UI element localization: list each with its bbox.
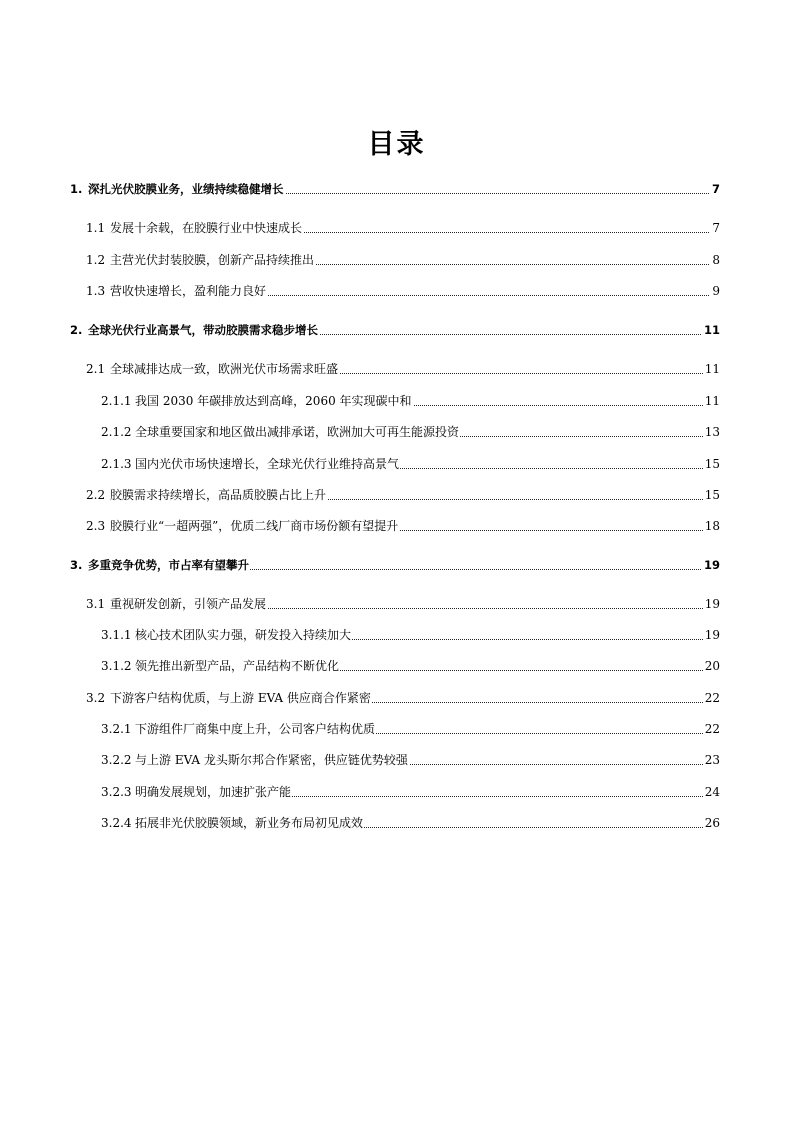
toc-entry-page: 26 bbox=[703, 813, 720, 833]
toc-entry-2[interactable] bbox=[0, 320, 793, 340]
toc-entry-number: 2.3 bbox=[86, 519, 106, 533]
toc-entry-title: 胶膜需求持续增长，高品质胶膜占比上升 bbox=[110, 485, 327, 505]
toc-entry-title: 多重竞争优势，市占率有望攀升 bbox=[88, 555, 250, 575]
toc-entry-3[interactable] bbox=[0, 555, 793, 575]
toc-entry-1-1[interactable] bbox=[0, 218, 793, 238]
toc-entry-title: 全球光伏行业高景气，带动胶膜需求稳步增长 bbox=[88, 320, 319, 340]
toc-entry-number: 2.2 bbox=[86, 488, 106, 502]
toc-entry-number: 3. bbox=[70, 558, 83, 572]
toc-entry-1-2[interactable] bbox=[0, 250, 793, 270]
toc-entry-number: 3.1.1 bbox=[101, 628, 132, 642]
toc-entry-1[interactable] bbox=[0, 179, 793, 199]
toc-entry-title: 拓展非光伏胶膜领域，新业务布局初见成效 bbox=[135, 813, 364, 833]
toc-entry-page: 7 bbox=[710, 179, 720, 199]
toc-entry-page: 18 bbox=[703, 516, 720, 536]
toc-entry-number: 1.2 bbox=[86, 253, 106, 267]
toc-entry-number: 1.1 bbox=[86, 221, 106, 235]
toc-entry-page: 23 bbox=[703, 750, 720, 770]
toc-entry-title: 明确发展规划，加速扩张产能 bbox=[135, 782, 292, 802]
toc-entry-3-2-4[interactable] bbox=[0, 813, 793, 833]
toc-entry-number: 3.2.4 bbox=[101, 816, 132, 830]
toc-entry-title: 核心技术团队实力强，研发投入持续加大 bbox=[135, 625, 352, 645]
toc-entry-title: 主营光伏封装胶膜，创新产品持续推出 bbox=[110, 250, 315, 270]
toc-entry-title: 全球减排达成一致，欧洲光伏市场需求旺盛 bbox=[110, 359, 339, 379]
toc-entry-3-1-2[interactable] bbox=[0, 656, 793, 676]
toc-entry-number: 2.1.1 bbox=[101, 394, 132, 408]
toc-entry-title: 领先推出新型产品，产品结构不断优化 bbox=[135, 656, 340, 676]
toc-entry-page: 19 bbox=[703, 625, 720, 645]
toc-entry-2-1[interactable] bbox=[0, 359, 793, 379]
toc-entry-page: 22 bbox=[703, 688, 720, 708]
toc-entry-3-1[interactable] bbox=[0, 594, 793, 614]
toc-entry-page: 19 bbox=[703, 594, 720, 614]
toc-entry-title: 国内光伏市场快速增长，全球光伏行业维持高景气 bbox=[135, 454, 400, 474]
toc-entry-number: 2.1.2 bbox=[101, 425, 132, 439]
toc-entry-number: 3.1.2 bbox=[101, 659, 132, 673]
toc-entry-1-3[interactable] bbox=[0, 281, 793, 301]
toc-entry-number: 1. bbox=[70, 182, 83, 196]
toc-entry-2-3[interactable] bbox=[0, 516, 793, 536]
toc-entry-page: 8 bbox=[710, 250, 720, 270]
toc-entry-number: 1.3 bbox=[86, 284, 106, 298]
toc-entry-page: 11 bbox=[702, 320, 720, 340]
toc-entry-2-2[interactable] bbox=[0, 485, 793, 505]
toc-entry-title: 我国 2030 年碳排放达到高峰，2060 年实现碳中和 bbox=[135, 391, 413, 411]
toc-entry-page: 15 bbox=[703, 454, 720, 474]
toc-entry-title: 深扎光伏胶膜业务，业绩持续稳健增长 bbox=[88, 179, 285, 199]
toc-entry-title: 重视研发创新，引领产品发展 bbox=[110, 594, 267, 614]
toc-entry-number: 3.2.3 bbox=[101, 785, 132, 799]
toc-entry-3-1-1[interactable] bbox=[0, 625, 793, 645]
toc-entry-page: 11 bbox=[703, 391, 720, 411]
toc-entry-number: 2.1 bbox=[86, 362, 106, 376]
page-title: 目录 bbox=[367, 129, 426, 160]
toc-entry-page: 22 bbox=[703, 719, 720, 739]
toc-entry-title: 与上游 EVA 龙头斯尔邦合作紧密，供应链优势较强 bbox=[135, 750, 409, 770]
toc-entry-page: 20 bbox=[703, 656, 720, 676]
toc-entry-page: 7 bbox=[710, 218, 720, 238]
toc-entry-page: 19 bbox=[702, 555, 720, 575]
toc-entry-3-2-1[interactable] bbox=[0, 719, 793, 739]
toc-entry-number: 2.1.3 bbox=[101, 457, 132, 471]
toc-entry-2-1-3[interactable] bbox=[0, 454, 793, 474]
toc-entry-number: 3.1 bbox=[86, 597, 106, 611]
toc-entry-page: 13 bbox=[703, 422, 720, 442]
toc-entry-title: 全球重要国家和地区做出减排承诺，欧洲加大可再生能源投资 bbox=[135, 422, 460, 442]
toc-entry-page: 9 bbox=[710, 281, 720, 301]
toc-entry-3-2-2[interactable] bbox=[0, 750, 793, 770]
toc-entry-page: 11 bbox=[703, 359, 720, 379]
toc-entry-number: 3.2.2 bbox=[101, 753, 132, 767]
toc-entry-number: 3.2.1 bbox=[101, 722, 132, 736]
toc-entry-title: 下游组件厂商集中度上升，公司客户结构优质 bbox=[135, 719, 376, 739]
toc-entry-number: 2. bbox=[70, 323, 83, 337]
toc-entry-page: 24 bbox=[703, 782, 720, 802]
toc-entry-3-2[interactable] bbox=[0, 688, 793, 708]
toc-entry-number: 3.2 bbox=[86, 691, 106, 705]
toc-entry-title: 下游客户结构优质，与上游 EVA 供应商合作紧密 bbox=[110, 688, 372, 708]
toc-entry-title: 发展十余载，在胶膜行业中快速成长 bbox=[110, 218, 303, 238]
toc-entry-title: 营收快速增长，盈利能力良好 bbox=[110, 281, 267, 301]
toc-entry-title: 胶膜行业“一超两强”，优质二线厂商市场份额有望提升 bbox=[110, 516, 399, 536]
toc-entry-2-1-1[interactable] bbox=[0, 391, 793, 411]
toc-entry-page: 15 bbox=[703, 485, 720, 505]
toc-entry-2-1-2[interactable] bbox=[0, 422, 793, 442]
toc-entry-3-2-3[interactable] bbox=[0, 782, 793, 802]
